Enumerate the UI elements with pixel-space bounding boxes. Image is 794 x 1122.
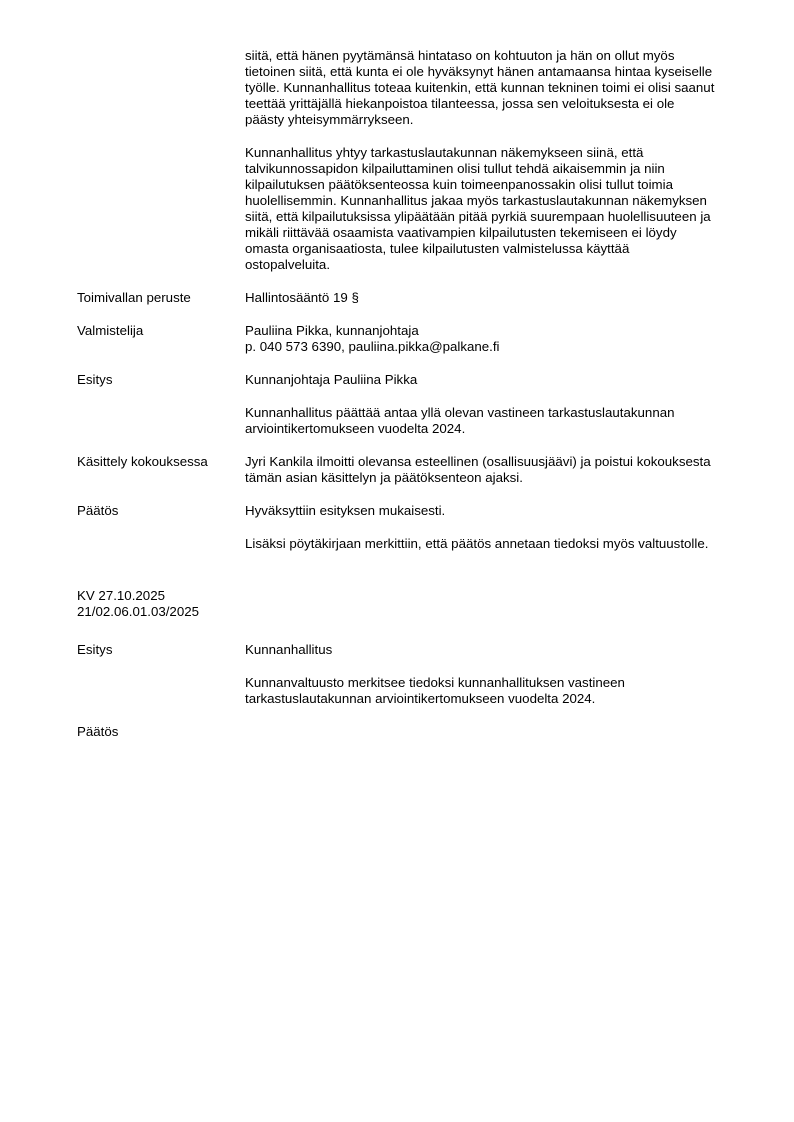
paragraph: Hyväksyttiin esityksen mukaisesti. xyxy=(245,503,446,518)
reference-meeting: KV 27.10.2025 xyxy=(77,588,165,603)
row-toimivallan-peruste xyxy=(77,290,718,323)
row-valmistelija xyxy=(77,323,718,372)
section-label: Valmistelija xyxy=(77,323,144,338)
paragraph: Kunnanvaltuusto merkitsee tiedoksi kunnanhallituksen vastineen tarkastuslautakunnan arviointikertomukseen vuodelta 2024. xyxy=(245,675,625,706)
section-label: Esitys xyxy=(77,642,113,657)
section-value xyxy=(245,454,717,503)
row-kasittely-kokouksessa xyxy=(77,454,718,503)
section-label: Toimivallan peruste xyxy=(77,290,191,305)
paragraph: Hallintosääntö 19 § xyxy=(245,290,359,305)
section-value xyxy=(245,503,717,569)
row-paatos xyxy=(77,503,718,569)
section-value xyxy=(245,290,717,323)
section-label: Käsittely kokouksessa xyxy=(77,454,208,469)
section-value xyxy=(245,372,717,454)
section-label: Esitys xyxy=(77,372,113,387)
reference-block xyxy=(77,588,718,620)
intro-section xyxy=(245,48,718,273)
reference-diary-number: 21/02.06.01.03/2025 xyxy=(77,604,200,619)
section-value xyxy=(245,323,717,372)
row-paatos-kv xyxy=(77,724,718,740)
paragraph: Kunnanjohtaja Pauliina Pikka xyxy=(245,372,418,387)
paragraph: Kunnanhallitus päättää antaa yllä olevan vastineen tarkastuslautakunnan arviointikertomukseen vuodelta 2024. xyxy=(245,405,675,436)
preparer-contact: p. 040 573 6390, pauliina.pikka@palkane.fi xyxy=(245,339,500,354)
paragraph: Kunnanhallitus xyxy=(245,642,333,657)
intro-paragraph: siitä, että hänen pyytämänsä hintataso on kohtuuton ja hän on ollut myös tietoinen siitä, että kunta ei ole hyväksynyt hänen antamaansa hintaa kyseiselle työlle. Kunnanhallitus toteaa kuitenkin, että kunnan tekninen toimi ei olisi saanut teettää yrittäjällä hiekanpoistoa tilanteessa, jossa sen veloituksesta ei ole päästy yhteisymmärrykseen. xyxy=(245,48,715,127)
section-label: Päätös xyxy=(77,724,119,739)
row-esitys-kv xyxy=(77,642,718,724)
preparer-name: Pauliina Pikka, kunnanjohtaja xyxy=(245,323,419,338)
intro-paragraph: Kunnanhallitus yhtyy tarkastuslautakunnan näkemykseen siinä, että talvikunnossapidon kilpailuttaminen olisi tullut tehdä aikaisemmin ja niin kilpailutuksen päätöksenteossa kuin toimeenpanossakin olisi tullut toimia huolellisemmin. Kunnanhallitus jakaa myös tarkastuslautakunnan näkemyksen siitä, että kilpailutuksissa ylipäätään pitää pyrkiä suurempaan huolellisuuteen ja mikäli riittävää osaamista vaativampien kilpailutusten tekemiseen ei löydy omasta organisaatiosta, tulee kilpailutusten valmistelussa käyttää ostopalveluita. xyxy=(245,145,711,272)
paragraph: Lisäksi pöytäkirjaan merkittiin, että päätös annetaan tiedoksi myös valtuustolle. xyxy=(245,536,709,551)
section-value xyxy=(245,642,717,724)
section-label: Päätös xyxy=(77,503,119,518)
paragraph: Jyri Kankila ilmoitti olevansa esteellinen (osallisuusjäävi) ja poistui kokouksesta tämän asian käsittelyn ja päätöksenteon ajaksi. xyxy=(245,454,711,485)
paragraph xyxy=(245,323,717,355)
row-esitys xyxy=(77,372,718,454)
